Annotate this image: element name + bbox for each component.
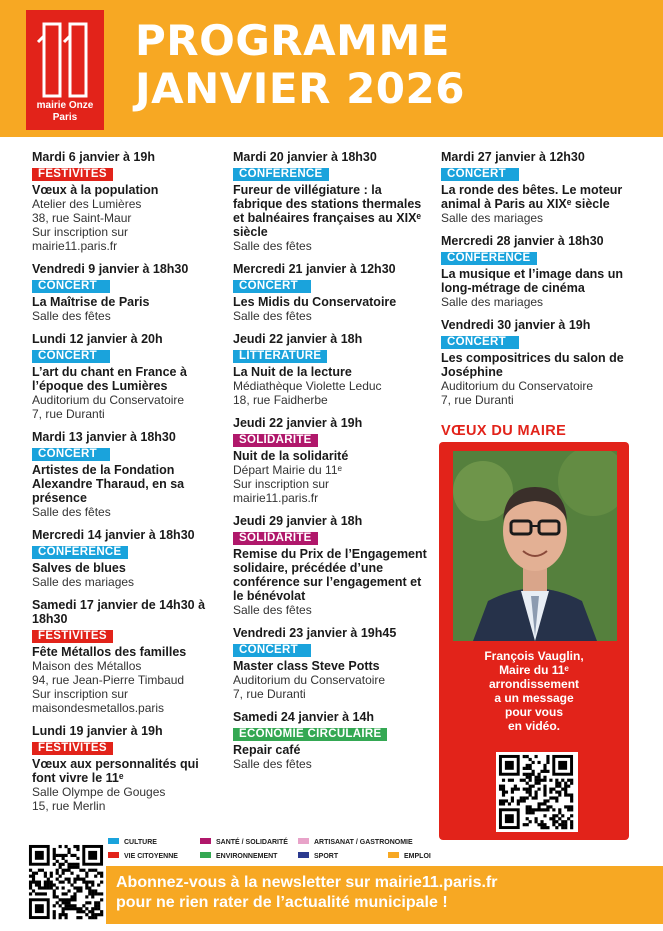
legend-swatch [200,852,211,858]
event-detail: Maison des Métallos [32,659,142,673]
legend-label: VIE CITOYENNE [124,853,178,860]
event-title: L’art du chant en France à l’époque des Lumières [32,365,187,393]
event-date: Mercredi 21 janvier à 12h30 [233,262,396,276]
event-item [233,416,433,505]
legend-item [108,852,178,861]
video-qr-code-icon[interactable] [496,752,578,832]
event-category-tag: CONFÉRENCE [441,252,537,265]
event-title: Master class Steve Potts [233,659,380,673]
event-title: Vœux aux personnalités qui font vivre le 11ᵉ [32,757,199,785]
event-item [32,724,222,813]
legend-swatch [298,838,309,844]
legend-item [388,852,431,861]
logo-text-line2: Paris [52,112,78,123]
voeux-message-line: arrondissement [488,677,580,691]
event-date: Jeudi 22 janvier à 19h [233,416,363,430]
event-title: Fureur de villégiature : la fabrique des stations thermales et balnéaires françaises au XIXᵉ siècle [233,183,422,239]
event-detail: Salle des fêtes [233,309,312,323]
legend-label: SANTÉ / SOLIDARITÉ [216,839,288,846]
event-item [32,332,222,421]
event-detail: 18, rue Faidherbe [233,393,328,407]
event-date: Mardi 20 janvier à 18h30 [233,150,377,164]
event-detail: 94, rue Jean-Pierre Timbaud [32,673,185,687]
event-date: Lundi 19 janvier à 19h [32,724,163,738]
event-item [233,514,433,617]
header-band [0,0,663,137]
event-title: Les compositrices du salon de Joséphine [441,351,624,379]
event-detail: Sur inscription sur [233,477,330,491]
event-detail: Médiathèque Violette Leduc [233,379,382,393]
event-date: Jeudi 22 janvier à 18h [233,332,363,346]
event-date: Mardi 6 janvier à 19h [32,150,155,164]
mairie-logo[interactable] [26,10,104,130]
event-title: La musique et l’image dans un long-métrage de cinéma [441,267,623,295]
events-column-3 [441,150,641,416]
event-detail: Auditorium du Conservatoire [233,673,386,687]
event-detail: Atelier des Lumières [32,197,142,211]
event-title: Nuit de la solidarité [233,449,349,463]
event-title: La Nuit de la lecture [233,365,352,379]
event-category-tag: CONCERT [441,336,519,349]
event-title: La ronde des bêtes. Le moteur animal à Paris au XIXᵉ siècle [441,183,623,211]
event-item [233,626,433,701]
page-title-line2: JANVIER 2026 [135,64,465,113]
event-detail: Départ Mairie du 11ᵉ [233,463,342,477]
legend-label: SPORT [314,853,339,860]
event-detail: Salle des fêtes [233,757,312,771]
event-detail: 15, rue Merlin [32,799,106,813]
event-title: Fête Métallos des familles [32,645,187,659]
event-category-tag: FESTIVITÉS [32,742,113,755]
event-detail: 38, rue Saint-Maur [32,211,132,225]
event-detail: Salle des fêtes [32,309,111,323]
event-category-tag: CONCERT [32,280,110,293]
event-item [32,598,222,715]
event-category-tag: CONCERT [441,168,519,181]
event-title: La Maîtrise de Paris [32,295,150,309]
legend-label: ARTISANAT / GASTRONOMIE [314,839,413,846]
voeux-message-line: pour vous [504,705,563,719]
event-detail: Sur inscription sur [32,225,129,239]
event-item [32,430,222,519]
event-date: Samedi 17 janvier de 14h30 à 18h30 [32,598,206,626]
mayor-photo [453,451,617,641]
event-detail: 7, rue Duranti [233,687,306,701]
event-item [32,528,222,589]
event-detail: Salle des fêtes [32,505,111,519]
voeux-heading: VŒUX DU MAIRE [441,423,567,439]
event-category-tag: CONFÉRENCE [233,168,329,181]
event-detail: 7, rue Duranti [32,407,105,421]
event-detail: Salle Olympe de Gouges [32,785,166,799]
event-category-tag: FESTIVITÉS [32,630,113,643]
page-title-line1: PROGRAMME [135,16,450,65]
legend-item [298,852,338,861]
event-detail: Auditorium du Conservatoire [32,393,185,407]
event-date: Vendredi 9 janvier à 18h30 [32,262,189,276]
event-detail: 7, rue Duranti [441,393,514,407]
event-detail: mairie11.paris.fr [233,491,319,505]
newsletter-text-line2: pour ne rien rater de l’actualité municipale ! [116,894,448,911]
event-category-tag: SOLIDARITÉ [233,532,318,545]
events-column-2 [233,150,433,780]
legend-item [298,838,413,847]
legend-label: CULTURE [124,839,157,846]
event-item [441,150,641,225]
event-category-tag: SOLIDARITÉ [233,434,318,447]
logo-text-line1: mairie Onze [36,100,94,111]
event-date: Lundi 12 janvier à 20h [32,332,163,346]
event-title: Vœux à la population [32,183,159,197]
event-item [441,318,641,407]
event-item [441,234,641,309]
legend-swatch [108,838,119,844]
event-date: Vendredi 30 janvier à 19h [441,318,591,332]
event-title: Salves de blues [32,561,126,575]
event-category-tag: CONCERT [32,448,110,461]
event-item [233,710,433,771]
event-detail: Salle des mariages [441,211,544,225]
event-date: Mercredi 28 janvier à 18h30 [441,234,604,248]
legend-swatch [388,852,399,858]
event-category-tag: ÉCONOMIE CIRCULAIRE [233,728,387,741]
voeux-message-line: a un message [494,691,574,705]
event-item [233,262,433,323]
event-date: Samedi 24 janvier à 14h [233,710,375,724]
event-date: Vendredi 23 janvier à 19h45 [233,626,397,640]
event-category-tag: FESTIVITÉS [32,168,113,181]
voeux-message [446,649,622,733]
mayor-portrait-image [453,451,617,641]
event-category-tag: LITTÉRATURE [233,350,327,363]
event-detail: Auditorium du Conservatoire [441,379,594,393]
event-category-tag: CONCERT [32,350,110,363]
newsletter-qr-code-icon[interactable] [26,842,106,924]
legend-swatch [200,838,211,844]
voeux-message-line: Maire du 11ᵉ [499,663,569,677]
legend-item [108,838,157,847]
event-detail: mairie11.paris.fr [32,239,118,253]
event-date: Mardi 27 janvier à 12h30 [441,150,585,164]
event-item [233,150,433,253]
event-category-tag: CONFÉRENCE [32,546,128,559]
newsletter-text-line1[interactable]: Abonnez-vous à la newsletter sur mairie11.paris.fr [116,874,498,891]
voeux-message-line: François Vauglin, [484,649,584,663]
legend-label: ENVIRONNEMENT [216,853,278,860]
event-title: Remise du Prix de l’Engagement solidaire, précédée d’une conférence sur l’engagement et le bénévolat [233,547,427,603]
event-date: Mardi 13 janvier à 18h30 [32,430,176,444]
event-title: Artistes de la Fondation Alexandre Tharaud, en sa présence [32,463,185,505]
event-item [32,150,222,253]
event-detail: Salle des fêtes [233,239,312,253]
event-date: Mercredi 14 janvier à 18h30 [32,528,195,542]
event-detail: Salle des mariages [441,295,544,309]
logo-eleven-icon [36,20,94,98]
legend-label: EMPLOI [404,853,431,860]
legend-swatch [108,852,119,858]
legend-item [200,838,288,847]
legend-swatch [298,852,309,858]
event-detail: maisondesmetallos.paris [32,701,165,715]
event-detail: Salle des fêtes [233,603,312,617]
event-category-tag: CONCERT [233,280,311,293]
event-item [233,332,433,407]
events-column-1 [32,150,222,822]
voeux-message-line: en vidéo. [507,719,560,733]
event-title: Les Midis du Conservatoire [233,295,397,309]
event-category-tag: CONCERT [233,644,311,657]
event-detail: Salle des mariages [32,575,135,589]
event-title: Repair café [233,743,301,757]
legend-item [200,852,277,861]
event-date: Jeudi 29 janvier à 18h [233,514,363,528]
event-detail: Sur inscription sur [32,687,129,701]
event-item [32,262,222,323]
